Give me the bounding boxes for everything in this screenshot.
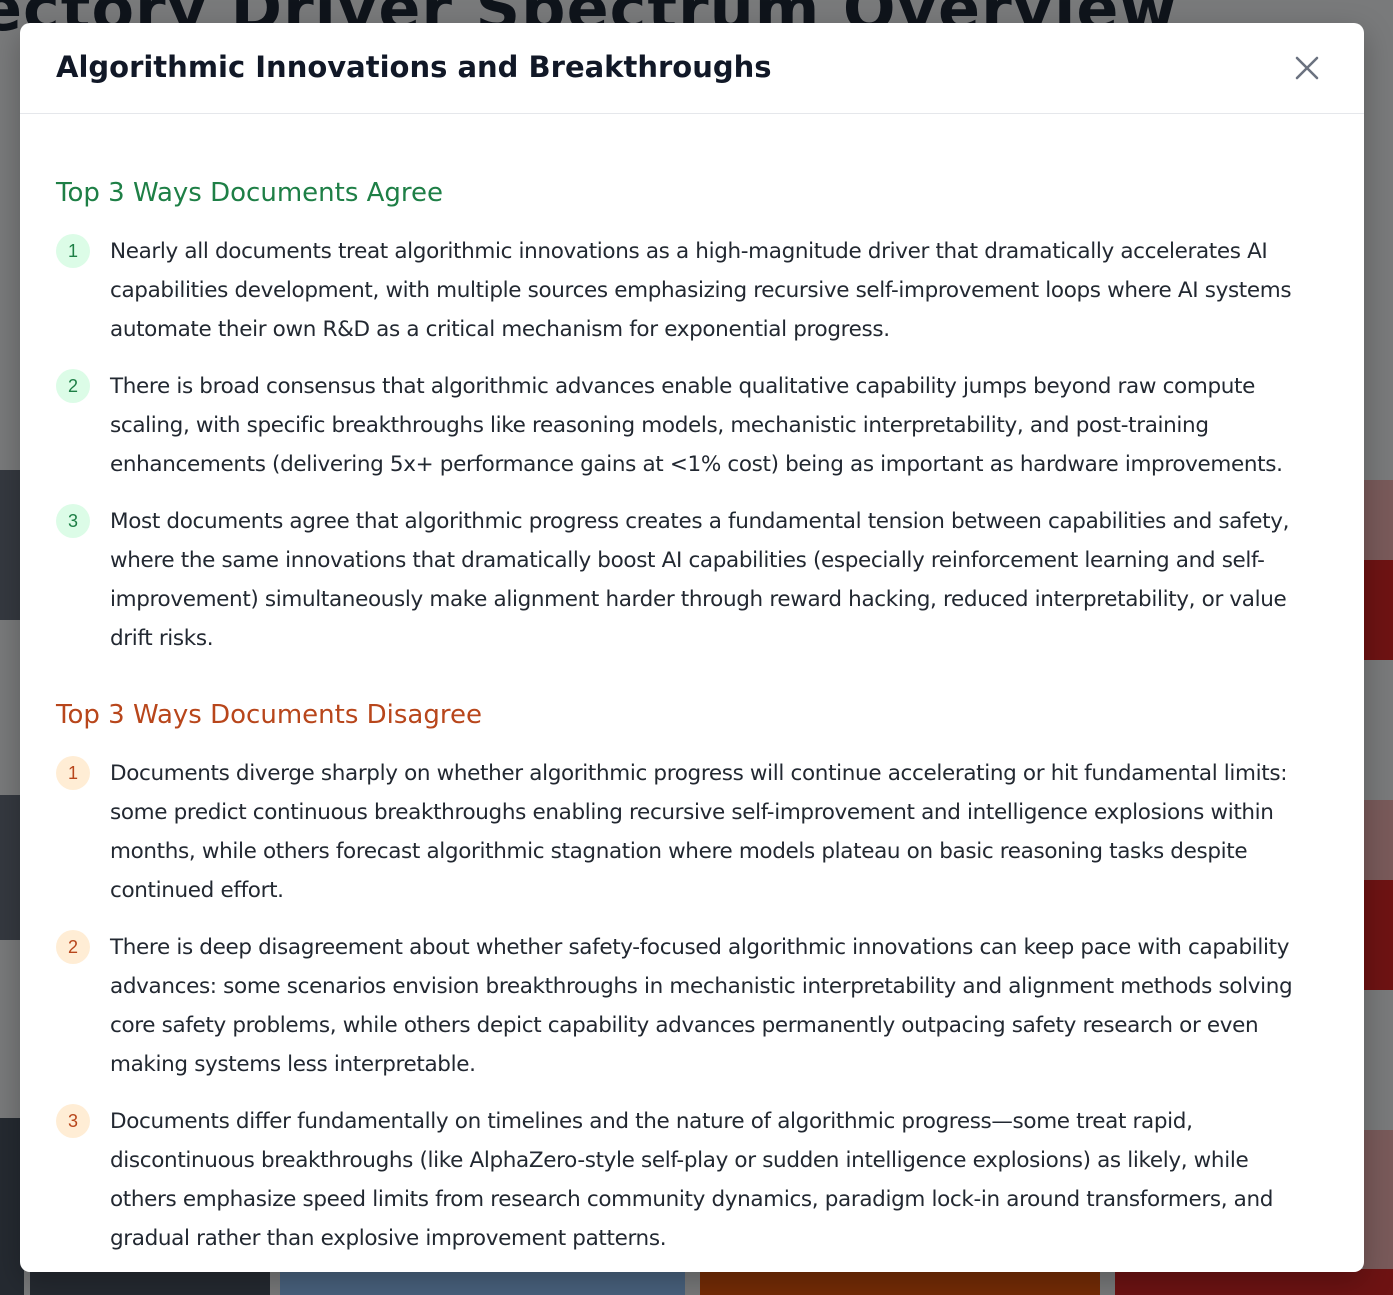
agree-point [56,232,1306,349]
agree-heading: Top 3 Ways Documents Agree [56,178,444,208]
agree-point-text: There is broad consensus that algorithmic advances enable qualitative capability jumps beyond raw compute scaling, with specific breakthroughs like reasoning models, mechanistic interpretability, and post-training enhancements (delivering 5x+ performance gains at <1% cost) being as important as hardware improvements. [110,374,1283,477]
close-button[interactable] [1290,51,1324,85]
close-icon [1290,51,1324,85]
disagree-number-badge: 1 [56,756,90,790]
agree-point [56,367,1306,484]
disagree-point [56,928,1306,1084]
agree-number-badge: 1 [56,234,90,268]
modal-header [20,23,1364,114]
disagree-point [56,1102,1306,1258]
disagree-number-badge: 3 [56,1104,90,1138]
disagree-point-text: Documents differ fundamentally on timelines and the nature of algorithmic progress—some treat rapid, discontinuous breakthroughs (like AlphaZero-style self-play or sudden intelligence explosions) as likely, while others emphasize speed limits from research community dynamics, paradigm lock-in around transformers, and gradual rather than explosive improvement patterns. [110,1109,1274,1251]
disagree-point [56,754,1306,910]
disagree-number-badge: 2 [56,930,90,964]
agree-point-text: Nearly all documents treat algorithmic innovations as a high-magnitude driver that dramatically accelerates AI capabilities development, with multiple sources emphasizing recursive self-improvement loops where AI systems automate their own R&D as a critical mechanism for exponential progress. [110,239,1292,342]
disagree-point-text: Documents diverge sharply on whether algorithmic progress will continue accelerating or hit fundamental limits: some predict continuous breakthroughs enabling recursive self-improvement and intelligence explosions within months, while others forecast algorithmic stagnation where models plateau on basic reasoning tasks despite continued effort. [110,761,1288,903]
disagree-list [56,754,1306,1272]
modal-title: Algorithmic Innovations and Breakthroughs [56,50,772,84]
agree-point [56,502,1306,658]
disagree-heading: Top 3 Ways Documents Disagree [56,700,482,730]
agree-point-text: Most documents agree that algorithmic progress creates a fundamental tension between capabilities and safety, where the same innovations that dramatically boost AI capabilities (especially reinforcement learning and self-improvement) simultaneously make alignment harder through reward hacking, reduced interpretability, or value drift risks. [110,509,1290,651]
agree-number-badge: 3 [56,504,90,538]
disagree-point-text: There is deep disagreement about whether safety-focused algorithmic innovations can keep pace with capability advances: some scenarios envision breakthroughs in mechanistic interpretability and alignment methods solving core safety problems, while others depict capability advances permanently outpacing safety research or even making systems less interpretable. [110,935,1293,1077]
agree-list [56,232,1306,676]
agree-number-badge: 2 [56,369,90,403]
driver-detail-modal [20,23,1364,1272]
